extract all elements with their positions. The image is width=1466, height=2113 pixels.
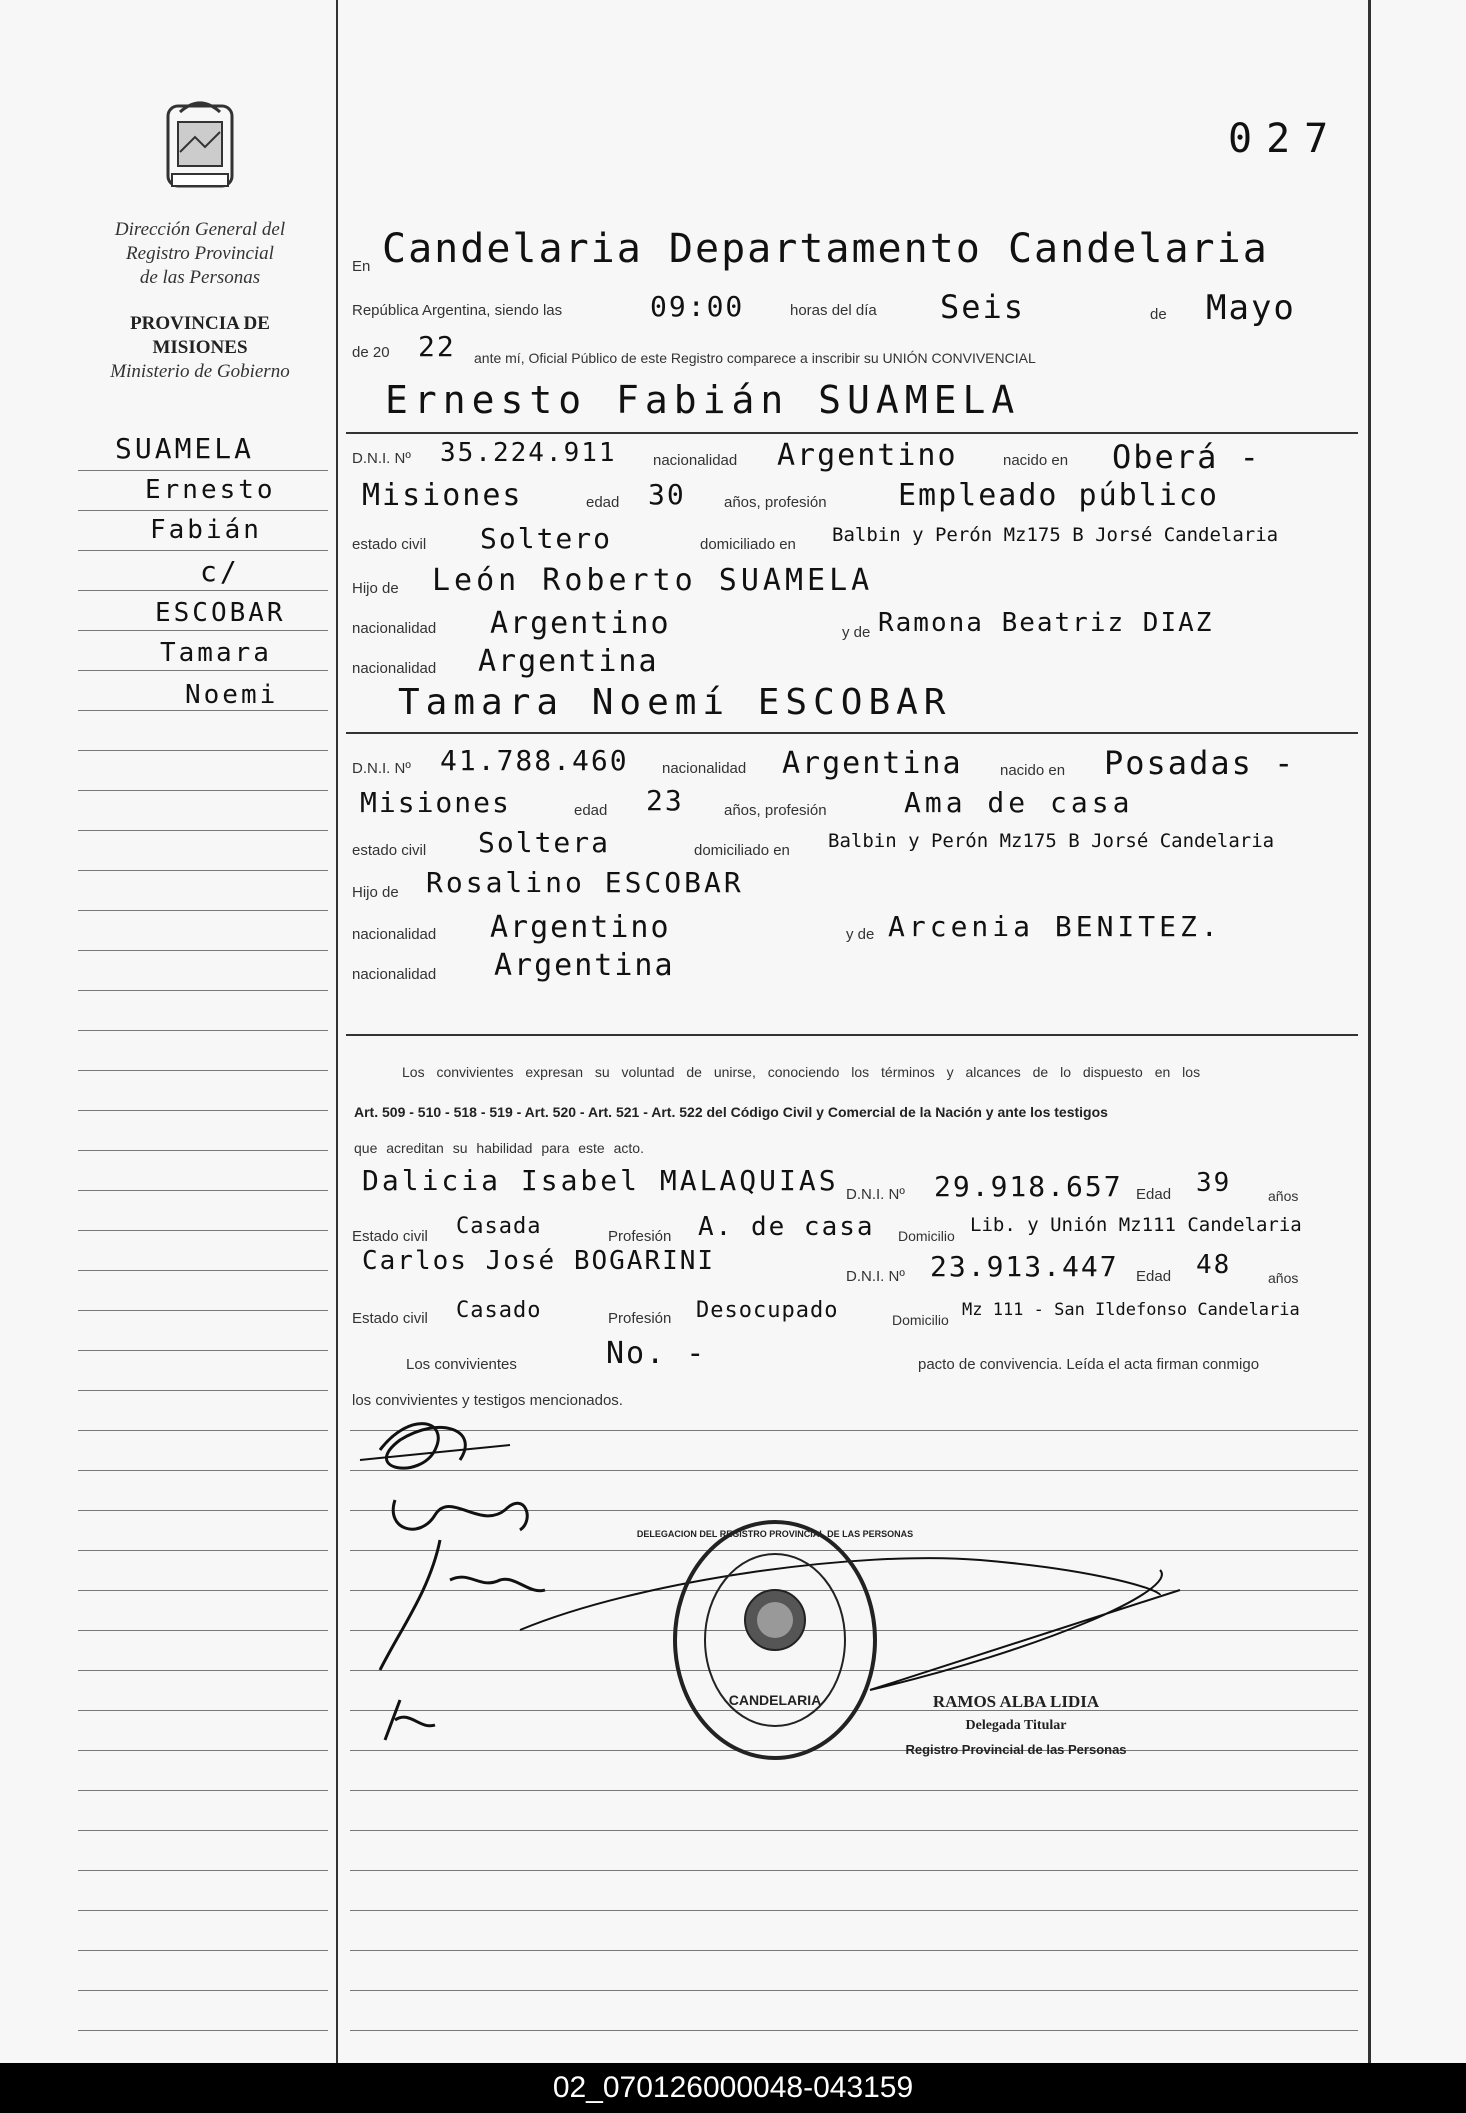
registry-line-3: de las Personas: [139, 267, 261, 288]
estado-civil-label: Estado civil: [352, 1310, 428, 1327]
dni-label: D.N.I. Nº: [352, 760, 411, 777]
witness1-dni: 29.918.657: [934, 1170, 1123, 1203]
domicilio-label: Domicilio: [892, 1312, 949, 1328]
ruled-line: [78, 630, 328, 631]
ruled-line: [78, 1270, 328, 1271]
anos-profesion-label: años, profesión: [724, 494, 827, 511]
ruled-line: [78, 1110, 328, 1111]
party1-padre-nacionalidad: Argentino: [490, 606, 671, 641]
party1-profesion: Empleado público: [898, 478, 1219, 513]
ruled-line: [78, 1150, 328, 1151]
edad-label: edad: [586, 494, 620, 511]
nacido-en-label: nacido en: [1003, 452, 1069, 469]
page-right-border: [1368, 0, 1371, 2063]
party2-nacionalidad: Argentina: [782, 746, 963, 781]
margin-note-line: SUAMELA: [115, 432, 255, 465]
anos-label: años: [1268, 1270, 1299, 1286]
ruled-line: [78, 790, 328, 791]
party1-domicilio: Balbin y Perón Mz175 B Jorsé Candelaria: [832, 524, 1279, 546]
ruled-line: [78, 1390, 328, 1391]
nacionalidad-label: nacionalidad: [662, 760, 747, 777]
ruled-line: [78, 1430, 328, 1431]
party1-madre: Ramona Beatriz DIAZ: [878, 608, 1214, 638]
province-line-1: PROVINCIA DE: [130, 313, 270, 334]
ruled-line: [78, 1350, 328, 1351]
party2-profesion: Ama de casa: [904, 786, 1134, 819]
witness2-dni: 23.913.447: [930, 1250, 1119, 1283]
ante-text: ante mí, Oficial Público de este Registro comparece a inscribir su UNIÓN CONVIVENCIAL: [474, 350, 1036, 366]
ruled-line: [78, 1550, 328, 1551]
seal-ring-text: DELEGACION DEL REGISTRO PROVINCIAL DE LAS PERSONAS: [636, 1529, 914, 1539]
ruled-line: [78, 1590, 328, 1591]
nacionalidad-label: nacionalidad: [653, 452, 738, 469]
ministry-label: Ministerio de Gobierno: [110, 361, 290, 382]
party1-dni: 35.224.911: [440, 438, 617, 468]
ruled-line: [78, 1990, 328, 1991]
ruled-line: [78, 1510, 328, 1511]
party2-domicilio: Balbin y Perón Mz175 B Jorsé Candelaria: [828, 830, 1275, 852]
nacionalidad-label: nacionalidad: [352, 620, 437, 637]
ruled-line: [78, 1750, 328, 1751]
profesion-label: Profesión: [608, 1228, 672, 1245]
section-divider: [346, 432, 1358, 434]
party2-madre-nacionalidad: Argentina: [494, 948, 675, 983]
ruled-line: [78, 590, 328, 591]
ruled-line: [78, 1190, 328, 1191]
ruled-line: [78, 870, 328, 871]
closing-last-line: los convivientes y testigos mencionados.: [352, 1392, 623, 1409]
party2-nacido-en-2: Misiones: [360, 786, 511, 819]
section-divider: [346, 1034, 1358, 1036]
estado-civil-label: Estado civil: [352, 1228, 428, 1245]
margin-note-line: c/: [200, 555, 240, 588]
nacido-en-label: nacido en: [1000, 762, 1066, 779]
ruled-line: [78, 1830, 328, 1831]
day-value: Seis: [940, 288, 1026, 326]
estado-civil-label: estado civil: [352, 536, 427, 553]
witness2-profesion: Desocupado: [696, 1298, 839, 1323]
ruled-line: [350, 1870, 1358, 1871]
anos-label: años: [1268, 1188, 1299, 1204]
dni-label: D.N.I. Nº: [352, 450, 411, 467]
party2-nacido-en: Posadas -: [1104, 744, 1296, 782]
party2-name: Tamara Noemí ESCOBAR: [398, 682, 952, 723]
signatory-name: RAMOS ALBA LIDIA: [932, 1692, 1100, 1711]
party1-nacido-en: Oberá -: [1112, 438, 1261, 476]
ruled-line: [78, 1670, 328, 1671]
signatory-title: Delegada Titular: [965, 1718, 1067, 1733]
ruled-line: [78, 470, 328, 471]
party1-padre: León Roberto SUAMELA: [432, 563, 874, 598]
body-paragraph-1: Los convivientes expresan su voluntad de unirse, conociendo los términos y alcances de lo dispuesto en los: [402, 1064, 1201, 1080]
ruled-line: [350, 2030, 1358, 2031]
body-paragraph-2: Art. 509 - 510 - 518 - 519 - Art. 520 - Art. 521 - Art. 522 del Código Civil y Comercial de la Nación y ante los testigos: [354, 1104, 1108, 1120]
registry-line-2: Registro Provincial: [126, 243, 274, 264]
witness1-edad: 39: [1196, 1168, 1232, 1198]
ruled-line: [78, 1070, 328, 1071]
province-emblem: [150, 92, 250, 202]
ruled-line: [350, 1790, 1358, 1791]
party1-estado-civil: Soltero: [480, 522, 613, 555]
nacionalidad-label: nacionalidad: [352, 926, 437, 943]
edad-label: Edad: [1136, 1186, 1172, 1203]
margin-note-line: Fabián: [150, 515, 262, 545]
ruled-line: [78, 1310, 328, 1311]
party2-padre-nacionalidad: Argentino: [490, 910, 671, 945]
de-label: de: [1150, 306, 1167, 323]
ruled-line: [78, 990, 328, 991]
province-line-2: MISIONES: [152, 337, 248, 358]
scan-code-footer: 02_070126000048-043159: [0, 2063, 1466, 2113]
party1-nacido-en-2: Misiones: [362, 478, 523, 513]
de20-label: de 20: [352, 344, 390, 361]
party2-dni: 41.788.460: [440, 744, 629, 777]
ruled-line: [78, 510, 328, 511]
domiciliado-label: domiciliado en: [694, 842, 790, 859]
left-margin-column: [0, 0, 338, 2063]
ruled-line: [78, 670, 328, 671]
witness2-estado-civil: Casado: [456, 1298, 542, 1323]
ruled-line: [350, 1830, 1358, 1831]
hour-value: 09:00: [650, 290, 745, 323]
party1-madre-nacionalidad: Argentina: [478, 644, 659, 679]
body-paragraph-3: que acreditan su habilidad para este acto.: [354, 1140, 644, 1156]
horas-label: horas del día: [790, 302, 877, 319]
pacto-value: No. -: [606, 1336, 707, 1371]
ruled-line: [350, 1950, 1358, 1951]
ruled-line: [78, 550, 328, 551]
ruled-line: [78, 1950, 328, 1951]
nacionalidad-label: nacionalidad: [352, 660, 437, 677]
dni-label: D.N.I. Nº: [846, 1268, 905, 1285]
signatory-org: Registro Provincial de las Personas: [905, 1742, 1127, 1757]
hijo-de-label: Hijo de: [352, 884, 399, 901]
ruled-line: [78, 2030, 328, 2031]
ruled-line: [78, 1870, 328, 1871]
anos-profesion-label: años, profesión: [724, 802, 827, 819]
domicilio-label: Domicilio: [898, 1228, 955, 1244]
en-label: En: [352, 258, 371, 275]
ruled-line: [78, 1710, 328, 1711]
year-value: 22: [418, 330, 456, 363]
party2-padre: Rosalino ESCOBAR: [426, 866, 744, 899]
ruled-line: [78, 710, 328, 711]
ruled-line: [350, 1990, 1358, 1991]
ruled-line: [78, 1630, 328, 1631]
ruled-line: [78, 1790, 328, 1791]
witness2-domicilio: Mz 111 - San Ildefonso Candelaria: [962, 1300, 1300, 1320]
party2-edad: 23: [646, 784, 684, 817]
witness1-domicilio: Lib. y Unión Mz111 Candelaria: [970, 1214, 1302, 1236]
hijo-de-label: Hijo de: [352, 580, 399, 597]
dni-label: D.N.I. Nº: [846, 1186, 905, 1203]
witness1-profesion: A. de casa: [698, 1212, 875, 1242]
official-seal: [636, 1515, 914, 1765]
party2-estado-civil: Soltera: [478, 826, 611, 859]
edad-label: edad: [574, 802, 608, 819]
y-de-label: y de: [842, 624, 871, 641]
margin-note-line: Noemi: [185, 680, 279, 710]
ruled-line: [78, 910, 328, 911]
ruled-line: [78, 1470, 328, 1471]
witness2-name: Carlos José BOGARINI: [362, 1246, 716, 1276]
folio-number: 027: [1228, 116, 1343, 162]
profesion-label: Profesión: [608, 1310, 672, 1327]
ruled-line: [78, 750, 328, 751]
ruled-line: [78, 950, 328, 951]
ruled-line: [78, 830, 328, 831]
place-value: Candelaria Departamento Candelaria: [382, 226, 1269, 272]
ruled-line: [78, 1030, 328, 1031]
party1-name: Ernesto Fabián SUAMELA: [385, 378, 1021, 422]
ruled-line: [78, 1910, 328, 1911]
month-value: Mayo: [1206, 288, 1296, 328]
y-de-label: y de: [846, 926, 875, 943]
witness1-name: Dalicia Isabel MALAQUIAS: [362, 1164, 839, 1197]
republica-label: República Argentina, siendo las: [352, 302, 563, 319]
los-convivientes-label: Los convivientes: [406, 1356, 517, 1373]
section-divider: [346, 732, 1358, 734]
estado-civil-label: estado civil: [352, 842, 427, 859]
nacionalidad-label: nacionalidad: [352, 966, 437, 983]
witness1-estado-civil: Casada: [456, 1214, 542, 1239]
party1-edad: 30: [648, 478, 686, 511]
seal-center-text: CANDELARIA: [728, 1692, 822, 1708]
pacto-text: pacto de convivencia. Leída el acta firman conmigo: [918, 1356, 1260, 1373]
margin-note-line: Ernesto: [145, 475, 276, 505]
ruled-line: [350, 1910, 1358, 1911]
margin-note-line: Tamara: [160, 638, 272, 668]
ruled-line: [78, 1230, 328, 1231]
party1-nacionalidad: Argentino: [777, 438, 958, 473]
domiciliado-label: domiciliado en: [700, 536, 796, 553]
party2-madre: Arcenia BENITEZ.: [888, 910, 1222, 943]
witness2-edad: 48: [1196, 1250, 1232, 1280]
edad-label: Edad: [1136, 1268, 1172, 1285]
margin-note-line: ESCOBAR: [155, 598, 286, 628]
registry-line-1: Dirección General del: [114, 219, 286, 240]
